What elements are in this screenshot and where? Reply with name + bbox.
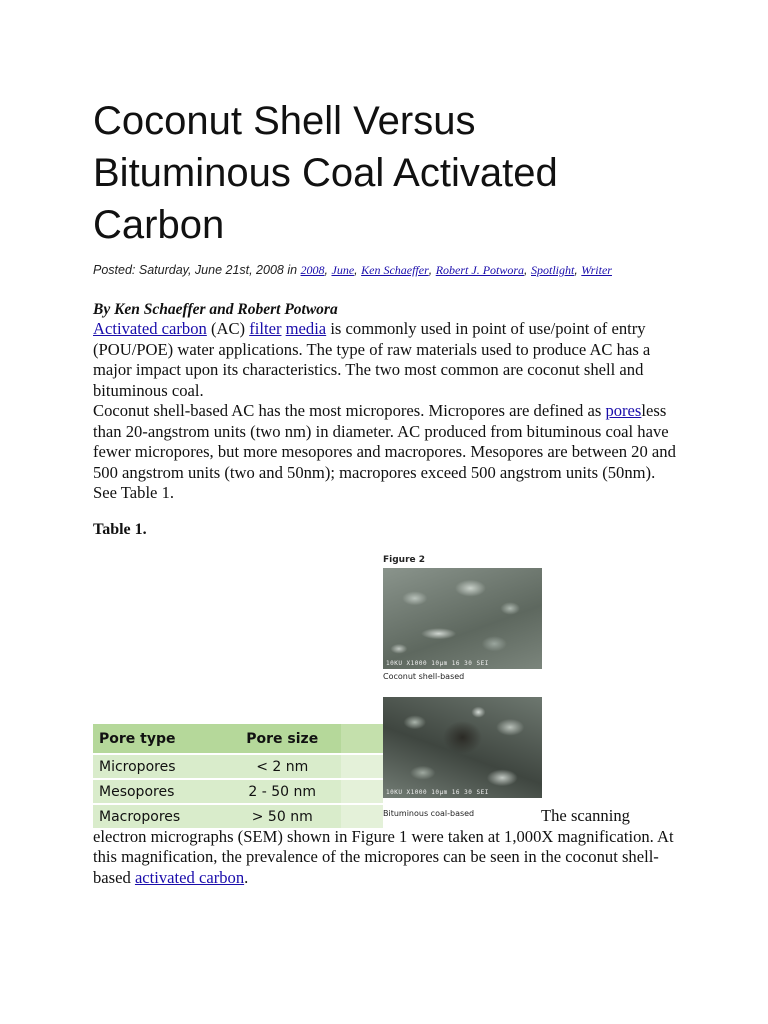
tag-link-ken-schaeffer[interactable]: Ken Schaeffer bbox=[361, 263, 429, 277]
posted-date: Posted: Saturday, June 21st, 2008 in bbox=[93, 263, 301, 277]
paragraph-text: Coconut shell-based AC has the most micropores. Micropores are defined as bbox=[93, 401, 606, 420]
sem-scale-bar: 10KU X1000 10μm 16 30 SEI bbox=[386, 660, 489, 667]
paragraph-text: (AC) bbox=[206, 319, 250, 338]
activated-carbon-link[interactable]: activated carbon bbox=[134, 867, 245, 887]
article-title: Coconut Shell Versus Bituminous Coal Activated Carbon bbox=[93, 99, 558, 247]
paragraph-sem bbox=[93, 806, 683, 888]
table-label: Table 1. bbox=[93, 520, 147, 538]
figure-area bbox=[93, 555, 693, 825]
table-row bbox=[93, 779, 383, 804]
tag-link-2008[interactable]: 2008 bbox=[300, 263, 325, 277]
sem-scale-bar: 10KU X1000 10μm 16 30 SEI bbox=[386, 789, 489, 796]
pores-link[interactable]: pores bbox=[605, 401, 642, 420]
byline: By Ken Schaeffer and Robert Potwora bbox=[93, 301, 338, 318]
table-cell: > 50 nm bbox=[223, 804, 341, 829]
table-cell: Mesopores bbox=[93, 779, 223, 804]
paragraph-text: less than 20-angstrom units (two nm) in diameter. AC produced from bituminous coal have fewer micropores, but more mesopores and macropores. Mesopores are between 20 and 500 angstrom units (two and 50nm); macropores exceed 500 angstrom units (50nm). See Table 1. bbox=[93, 401, 676, 502]
table-cell-blank bbox=[341, 754, 383, 779]
paragraph-text: . bbox=[244, 867, 249, 887]
article bbox=[93, 95, 683, 539]
tag-link-robert-potwora[interactable]: Robert J. Potwora bbox=[435, 263, 525, 277]
table-cell: 2 - 50 nm bbox=[223, 779, 341, 804]
figure-caption-bituminous: Bituminous coal-based bbox=[383, 809, 475, 818]
table-row bbox=[93, 754, 383, 779]
filter-link[interactable]: filter bbox=[249, 319, 282, 338]
table-header-row bbox=[93, 724, 383, 754]
table-cell: < 2 nm bbox=[223, 754, 341, 779]
paragraph-text: is commonly used in point of use/point of entry (POU/POE) water applications. The type of raw materials used to produce AC has a major impact upon its characteristics. The two most common are coconut shell and bituminous coal. bbox=[93, 319, 651, 400]
paragraph-pores bbox=[93, 401, 683, 504]
table-cell: Macropores bbox=[93, 804, 223, 829]
table-header-pore-type: Pore type bbox=[93, 724, 223, 754]
table-cell: Micropores bbox=[93, 754, 223, 779]
paragraph-text: The scanning electron micrographs (SEM) shown in Figure 1 were taken at 1,000X magnification. At this magnification, the prevalence of the micropores can be seen in the coconut shell-based bbox=[93, 806, 674, 887]
table-header-pore-size: Pore size bbox=[223, 724, 341, 754]
sem-image-coconut bbox=[383, 568, 542, 669]
figure-label: Figure 2 bbox=[383, 555, 426, 565]
table-header-blank bbox=[341, 724, 383, 754]
table-cell-blank bbox=[341, 779, 383, 804]
post-meta: Posted: Saturday, June 21st, 2008 in 2008, June, Ken Schaeffer, Robert J. Potwora, Spotlight, Writer bbox=[93, 263, 612, 277]
figure-caption-coconut: Coconut shell-based bbox=[383, 672, 465, 681]
tag-link-june[interactable]: June bbox=[331, 263, 355, 277]
media-link[interactable]: media bbox=[285, 319, 327, 338]
tag-link-spotlight[interactable]: Spotlight bbox=[531, 263, 575, 277]
tag-link-writer[interactable]: Writer bbox=[581, 263, 612, 277]
paragraph-intro bbox=[93, 319, 683, 401]
activated-carbon-link[interactable]: Activated carbon bbox=[93, 319, 207, 338]
sem-image-bituminous bbox=[383, 697, 542, 798]
